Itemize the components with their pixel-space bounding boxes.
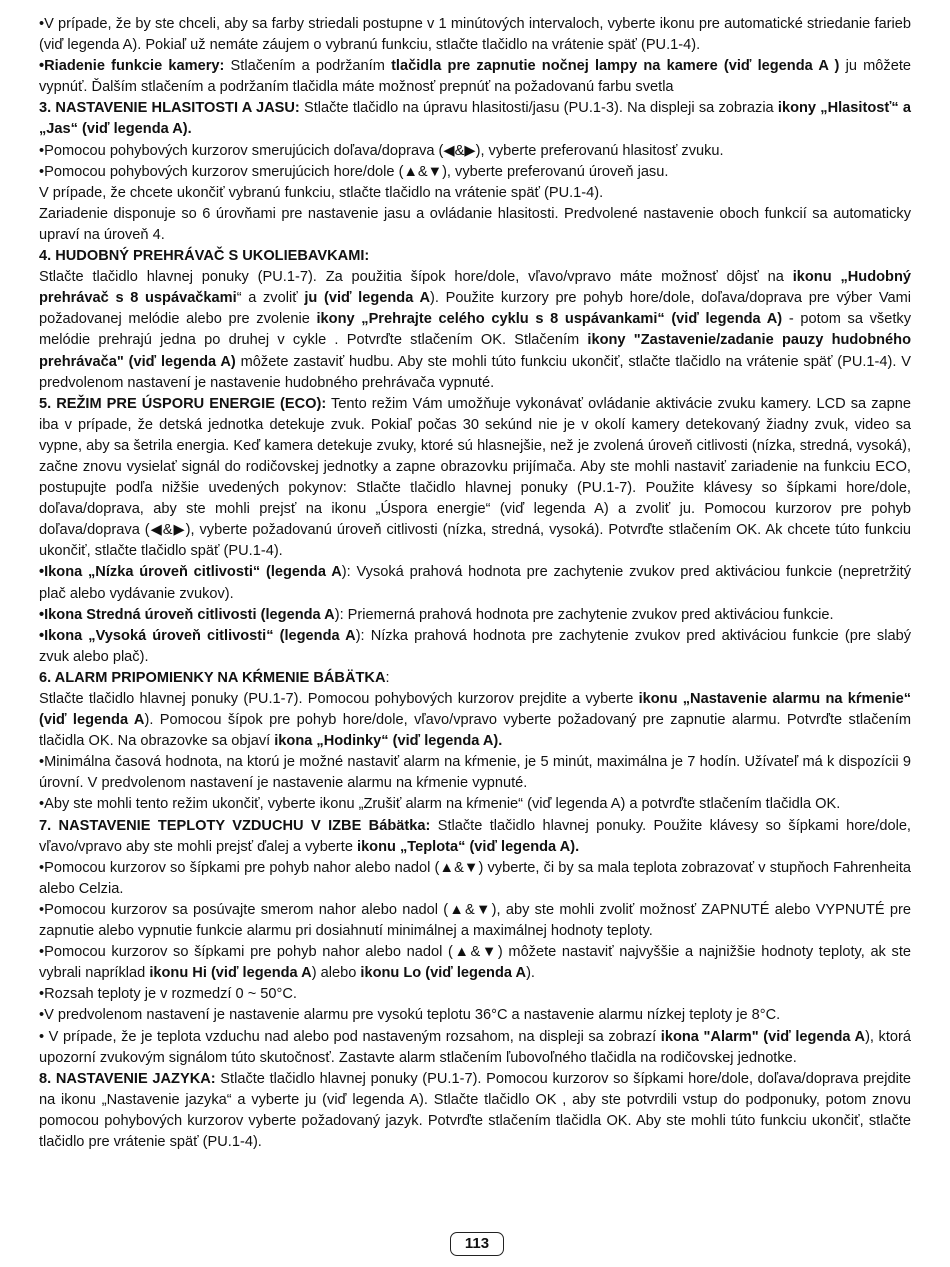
bold-text-run: ikona "Alarm" (viď legenda A (660, 1028, 866, 1045)
bold-text-run: ju (viď legenda A (304, 290, 430, 307)
bold-text-run: ikony „Prehrajte celého cyklu s 8 uspávankami“ (viď legenda A) (316, 311, 783, 328)
text-run: Stlačením a podržaním (224, 58, 392, 75)
text-run: Stlačte tlačidlo na úpravu hlasitosti/jasu (PU.1-3). Na displeji sa zobrazia (299, 100, 778, 117)
text-run: Stlačte tlačidlo hlavnej ponuky (PU.1-7). Za použitia šípok hore/dole, vľavo/vpravo máte možnosť dôjsť na (39, 269, 793, 286)
text-run: ): Priemerná prahová hodnota pre zachytenie zvukov pred aktiváciou funkcie. (334, 606, 834, 623)
bold-text-run: 3. NASTAVENIE HLASITOSTI A JASU: (39, 100, 300, 117)
text-run: ). Pomocou šípok pre pohyb hore/dole, vľavo/vpravo vyberte požadovaný pre zapnutie alarmu. Potvrďte stlačením tlačidla OK. Na obrazovke sa objaví (39, 712, 911, 750)
text-run: ), ktorá upozorní zvukovým signálom túto skutočnosť. Zastavte alarm stlačením ľubovoľného tlačidla na rodičovskej jednotke. (39, 1028, 911, 1066)
bold-text-run: ikona „Hodinky“ (viď legenda A). (274, 733, 503, 750)
paragraph (39, 98, 911, 140)
text-run: V prípade, že chcete ukončiť vybranú funkciu, stlačte tlačidlo na vrátenie späť (PU.1-4). (39, 184, 604, 201)
text-run: ): Nízka prahová hodnota pre zachytenie zvukov pred aktiváciou funkcie (pre slabý zvuk alebo plač). (39, 627, 911, 665)
paragraph (39, 668, 911, 689)
paragraph (39, 162, 911, 183)
bold-text-run: •Ikona „Vysoká úroveň citlivosti“ (legenda A (39, 627, 356, 644)
text-run: ): Vysoká prahová hodnota pre zachytenie zvukov pred aktiváciou funkcie (nepretržitý plač alebo vydávanie zvukov). (39, 564, 912, 602)
paragraph (39, 1005, 911, 1026)
paragraph (39, 984, 911, 1005)
paragraph (39, 900, 911, 942)
bold-text-run: 8. NASTAVENIE JAZYKA: (39, 1070, 216, 1087)
text-run: •Rozsah teploty je v rozmedzí 0 ~ 50°C. (39, 986, 297, 1003)
paragraph (39, 204, 911, 246)
text-run: • V prípade, že je teplota vzduchu nad alebo pod nastaveným rozsahom, na displeji sa zobrazí (39, 1028, 661, 1045)
text-run: : (385, 669, 390, 686)
text-run: ). (526, 965, 535, 982)
bold-text-run: 5. REŽIM PRE ÚSPORU ENERGIE (ECO): (39, 395, 327, 412)
text-run: - potom sa všetky melódie prehrajú jedna po druhej v cykle . Potvrďte stlačením OK. Stlačením (39, 311, 911, 349)
text-run: ) alebo (311, 965, 361, 982)
text-run: ju môžete vypnúť. Ďalším stlačením a podržaním tlačidla máte možnosť prepnúť na požadovanú farbu svetla (39, 58, 911, 96)
paragraph (39, 1069, 911, 1153)
text-run: •Minimálna časová hodnota, na ktorú je možné nastaviť alarm na kŕmenie, je 5 minút, maximálna je 7 hodín. Užívateľ má k dispozícii 9 úrovní. V predvolenom nastavení je nastavenie alarmu na kŕmenie vypnuté. (39, 754, 911, 792)
bold-text-run: ikonu Hi (viď legenda A (149, 965, 312, 982)
text-run: •Pomocou kurzorov so šípkami pre pohyb nahor alebo nadol (▲&▼) vyberte, či by sa mala teplota zobrazovať v stupňoch Fahrenheita alebo Celzia. (39, 859, 911, 897)
text-run: •Aby ste mohli tento režim ukončiť, vyberte ikonu „Zrušiť alarm na kŕmenie“ (viď legenda A) a potvrďte stlačením tlačidla OK. (39, 796, 841, 813)
text-run: Tento režim Vám umožňuje vykonávať ovládanie aktivácie zvuku kamery. LCD sa zapne iba v prípade, že detská jednotka detekuje zvuk. Pokiaľ počas 30 sekúnd nie je v okolí kamery detekovaný žiadny zvuk, video sa vypne, aby sa šetrila energia. Keď kamera detekuje zvuky, ktoré sú hlasnejšie, než je zvolená úroveň citlivosti (nízka, stredná, vysoká), začne znovu vysielať signál do rodičovskej jednotky a zapne obrazovku prijímača. Aby ste mohli nastaviť zariadenie na funkciu ECO, postupujte podľa nižšie uvedených pokynov: Stlačte tlačidlo hlavnej ponuky (PU.1-7). Použite klávesy so šípkami hore/dole, doľava/doprava, aby ste mohli prejsť na ikonu „Úspora energie“ (viď legenda A) a zvoliť ju. Pomocou kurzorov pre pohyb doľava/doprava (◀&▶), vyberte požadovanú úroveň citlivosti (nízka, stredná, vysoká). Potvrďte stlačením OK. Ak chcete túto funkciu ukončiť, stlačte tlačidlo späť (PU.1-4). (39, 395, 911, 560)
text-run: “ a zvoliť (236, 290, 305, 307)
paragraph (39, 626, 911, 668)
bold-text-run: 6. ALARM PRIPOMIENKY NA KŔMENIE BÁBÄTKA (39, 669, 386, 686)
page-number: 113 (450, 1232, 504, 1256)
text-run: Stlačte tlačidlo hlavnej ponuky. Použite klávesy so šípkami hore/dole, vľavo/vpravo aby ste mohli prejsť ďalej a vyberte (39, 817, 911, 855)
paragraph (39, 942, 911, 984)
text-run: Stlačte tlačidlo hlavnej ponuky (PU.1-7). Pomocou kurzorov so šípkami hore/dole, doľava/doprava prejdite na ikonu „Nastavenie jazyka“ a vyberte ju (viď legenda A). Stlačte tlačidlo OK , aby ste potvrdili vstup do podponuky, potom znovu pomocou pohybových kurzorov vyberte požadovaný jazyk. Potvrďte stlačením tlačidla OK. Aby ste mohli túto funkciu ukončiť, stlačte tlačidlo pre vrátenie späť (PU.1-4). (39, 1070, 911, 1150)
bold-text-run: •Ikona „Nízka úroveň citlivosti“ (legenda A (39, 564, 342, 581)
text-run: •Pomocou kurzorov so šípkami pre pohyb nahor alebo nadol (▲&▼) môžete nastaviť najvyššie a najnižšie hodnoty teploty, ak ste vybrali napríklad (39, 944, 911, 982)
bold-text-run: ikonu „Nastavenie alarmu na kŕmenie“ (viď legenda A (39, 691, 911, 729)
paragraph (39, 816, 911, 858)
paragraph (39, 752, 911, 794)
text-run: môžete zastaviť hudbu. Aby ste mohli túto funkciu ukončiť, stlačte tlačidlo na vrátenie späť (PU.1-4). V predvolenom nastavení je nastavenie hudobného prehrávača vypnuté. (39, 353, 911, 391)
paragraph (39, 689, 911, 752)
bold-text-run: 4. HUDOBNÝ PREHRÁVAČ S UKOLIEBAVKAMI: (39, 248, 370, 265)
bold-text-run: ikony "Zastavenie/zadanie pauzy hudobného prehrávača" (viď legenda A) (39, 332, 911, 370)
text-run: Stlačte tlačidlo hlavnej ponuky (PU.1-7). Pomocou pohybových kurzorov prejdite a vyberte (39, 691, 639, 707)
text-run: ). Použite kurzory pre pohyb hore/dole, doľava/doprava pre výber Vami požadovanej melódie alebo pre zvolenie (39, 290, 911, 328)
text-run: Zariadenie disponuje so 6 úrovňami pre nastavenie jasu a ovládanie hlasitosti. Predvolené nastavenie oboch funkcií sa automaticky upraví na úroveň 4. (39, 205, 911, 243)
bold-text-run: ikonu Lo (viď legenda A (360, 965, 527, 982)
text-run: •Pomocou pohybových kurzorov smerujúcich hore/dole (▲&▼), vyberte preferovanú úroveň jasu. (39, 163, 669, 180)
paragraph (39, 562, 911, 604)
bold-text-run: 7. NASTAVENIE TEPLOTY VZDUCHU V IZBE Bábätka: (39, 817, 431, 834)
bold-text-run: ikonu „Hudobný prehrávač s 8 uspávačkami (39, 269, 911, 307)
paragraph (39, 394, 911, 563)
bold-text-run: tlačidla pre zapnutie nočnej lampy na kamere (viď legenda A ) (391, 58, 840, 75)
manual-text-body (39, 14, 911, 1153)
bold-text-run: ikonu „Teplota“ (viď legenda A). (357, 838, 580, 855)
paragraph (39, 1027, 911, 1069)
text-run: •V predvolenom nastavení je nastavenie alarmu pre vysokú teplotu 36°C a nastavenie alarmu nízkej teploty je 8°C. (39, 1007, 781, 1024)
paragraph (39, 14, 911, 56)
paragraph (39, 141, 911, 162)
paragraph (39, 858, 911, 900)
paragraph (39, 794, 911, 815)
paragraph (39, 605, 911, 626)
text-run: •V prípade, že by ste chceli, aby sa farby striedali postupne v 1 minútových intervaloch, vyberte ikonu pre automatické striedanie farieb (viď legenda A). Pokiaľ už nemáte záujem o vybranú funkciu, stlačte tlačidlo na vrátenie späť (PU.1-4). (39, 16, 911, 54)
bold-text-run: ikony „Hlasitosť“ a „Jas“ (viď legenda A). (39, 100, 911, 138)
text-run: •Pomocou kurzorov sa posúvajte smerom nahor alebo nadol (▲&▼), aby ste mohli zvoliť možnosť ZAPNUTÉ alebo VYPNUTÉ pre zapnutie alebo vypnutie funkcie alarmu pri dosiahnutí minimálnej a maximálnej hodnoty teploty. (39, 901, 911, 940)
paragraph (39, 246, 911, 267)
paragraph (39, 267, 911, 394)
bold-text-run: •Ikona Stredná úroveň citlivosti (legenda A (39, 606, 335, 623)
bold-text-run: •Riadenie funkcie kamery: (39, 58, 225, 75)
paragraph (39, 183, 911, 204)
text-run: •Pomocou pohybových kurzorov smerujúcich doľava/doprava (◀&▶), vyberte preferovanú hlasitosť zvuku. (39, 142, 724, 159)
paragraph (39, 56, 911, 98)
